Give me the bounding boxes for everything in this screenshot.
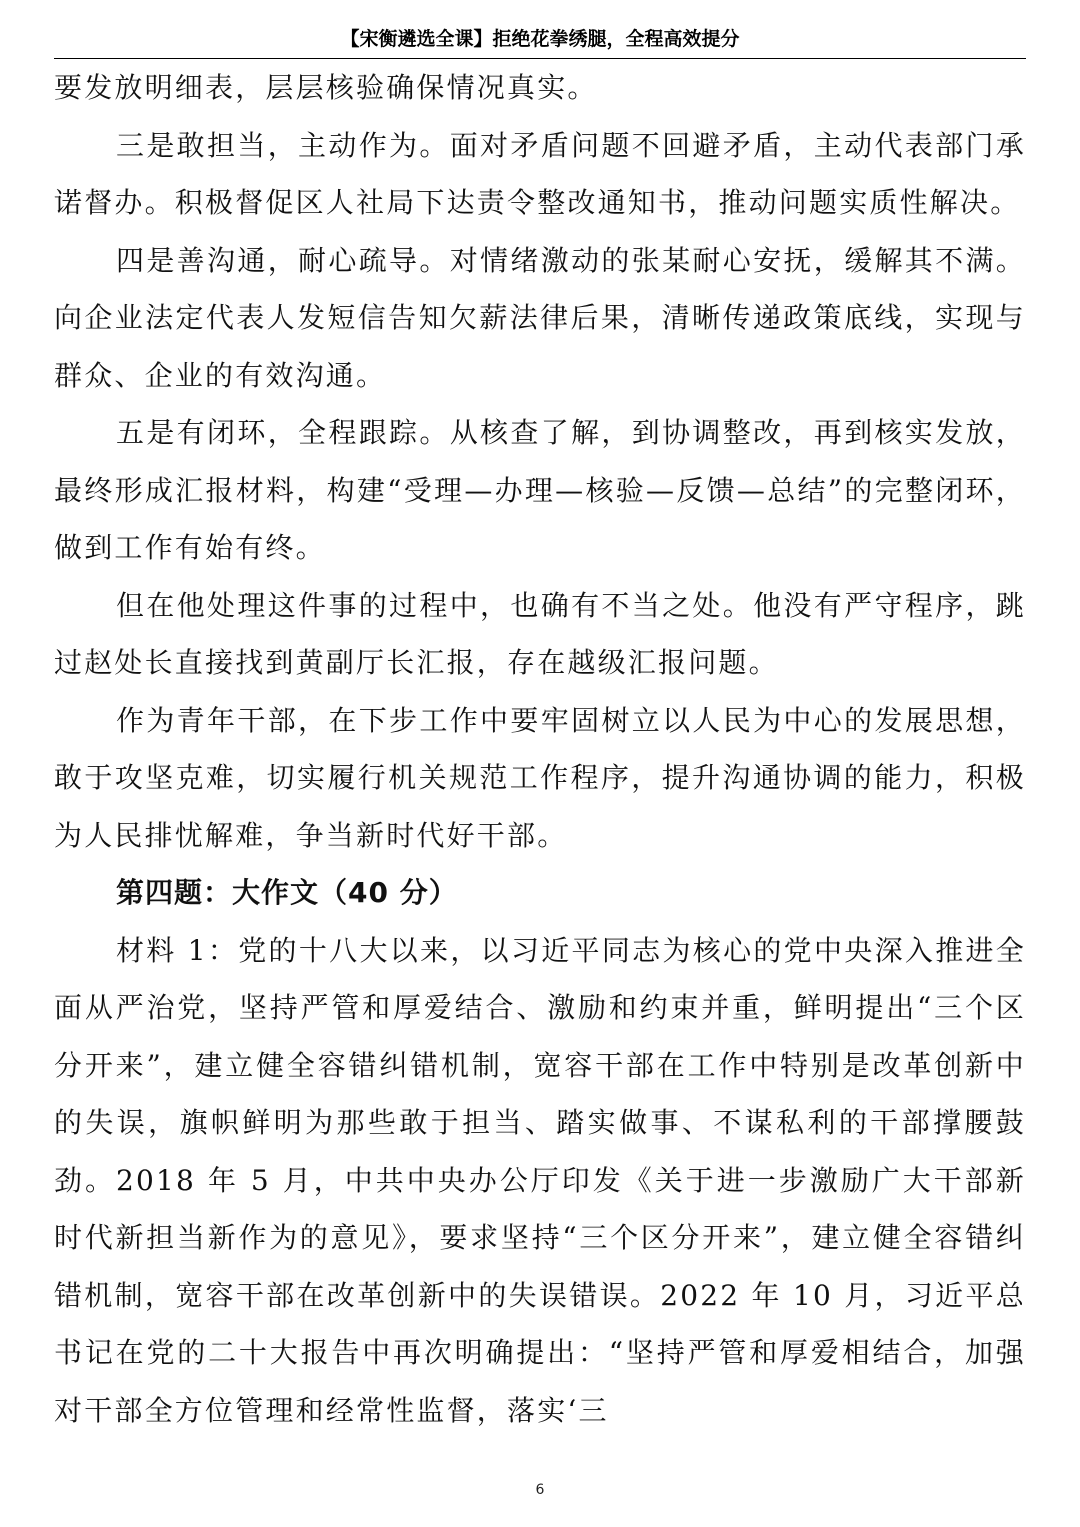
page-number: 6 bbox=[535, 1482, 545, 1498]
paragraph-point-four: 四是善沟通，耐心疏导。对情绪激动的张某耐心安抚，缓解其不满。向企业法定代表人发短信告知欠薪法律后果，清晰传递政策底线，实现与群众、企业的有效沟通。 bbox=[54, 243, 1026, 392]
paragraph-point-five: 五是有闭环，全程跟踪。从核查了解，到协调整改，再到核实发放，最终形成汇报材料，构建“受理—办理—核验—反馈—总结”的完整闭环，做到工作有始有终。 bbox=[54, 416, 1026, 564]
page-header-title: 【宋衡遴选全课】拒绝花拳绣腿，全程高效提分 bbox=[340, 28, 740, 50]
document-body bbox=[54, 59, 1026, 1439]
paragraph-point-three: 三是敢担当，主动作为。面对矛盾问题不回避矛盾，主动代表部门承诺督办。积极督促区人社局下达责令整改通知书，推动问题实质性解决。 bbox=[54, 128, 1026, 219]
paragraph-conclusion: 作为青年干部，在下步工作中要牢固树立以人民为中心的发展思想，敢于攻坚克难，切实履行机关规范工作程序，提升沟通协调的能力，积极为人民排忧解难，争当新时代好干部。 bbox=[54, 703, 1026, 852]
paragraph-continuation: 要发放明细表，层层核验确保情况真实。 bbox=[54, 71, 598, 104]
paragraph-shortcoming: 但在他处理这件事的过程中，也确有不当之处。他没有严守程序，跳过赵处长直接找到黄副厅长汇报，存在越级汇报问题。 bbox=[54, 588, 1026, 679]
section-heading-question-four: 第四题：大作文（40 分） bbox=[116, 876, 458, 909]
paragraph-material-one: 材料 1：党的十八大以来，以习近平同志为核心的党中央深入推进全面从严治党，坚持严管和厚爱结合、激励和约束并重，鲜明提出“三个区分开来”，建立健全容错纠错机制，宽容干部在工作中特别是改革创新中的失误，旗帜鲜明为那些敢于担当、踏实做事、不谋私利的干部撑腰鼓劲。2018 年 5 月，中共中央办公厅印发《关于进一步激励广大干部新时代新担当新作为的意见》，要求坚持“三个区分开来”，建立健全容错纠错机制，宽容干部在改革创新中的失误错误。2022 年 10 月，习近平总书记在党的二十大报告中再次明确提出：“坚持严管和厚爱相结合，加强对干部全方位管理和经常性监督，落实‘三 bbox=[54, 933, 1026, 1427]
